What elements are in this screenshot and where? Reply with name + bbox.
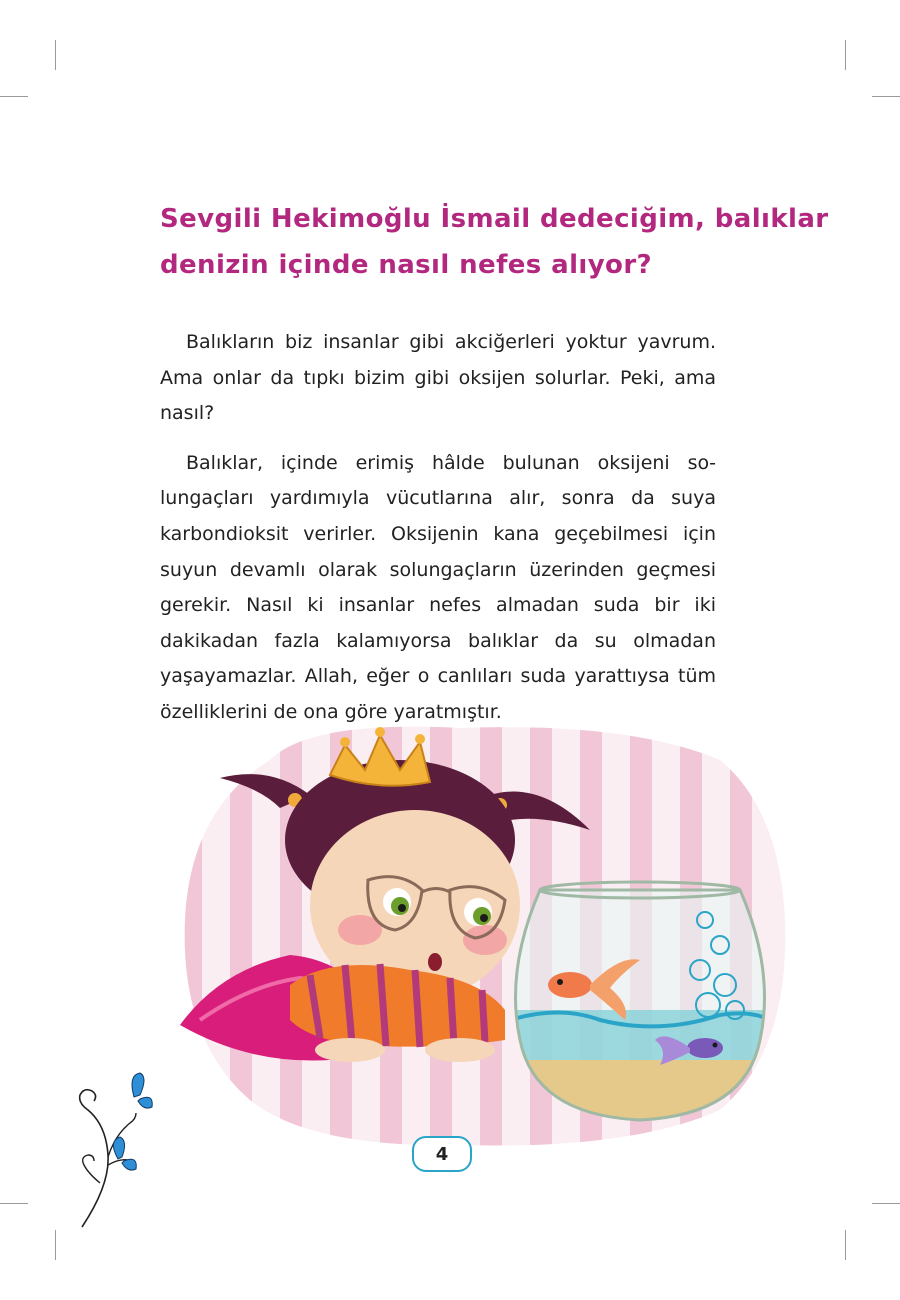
swirl-ornament [70, 1065, 165, 1230]
crop-mark [55, 40, 56, 70]
girl-with-fishbowl-illustration [160, 720, 800, 1180]
page-number-badge [412, 1136, 472, 1172]
page-heading [160, 196, 829, 288]
crop-mark [872, 1203, 900, 1204]
butterfly-icon [113, 1137, 136, 1170]
crop-mark [0, 96, 28, 97]
crop-mark [845, 1230, 846, 1260]
butterfly-icon [132, 1073, 152, 1108]
heading-line-2: denizin içinde nasıl nefes alıyor? [160, 250, 653, 280]
crop-mark [55, 1230, 56, 1260]
paragraph-2: Balıklar, içinde erimiş hâlde bulunan oksijeni solungaçları yardımıyla vücutlarına alır, sonra da suya karbondioksit verirler. Oksijenin kana geçebilmesi için suyun devamlı olarak solungaçların üzerinden geçmesi gerekir. Nasıl ki insanlar nefes almadan suda bir iki dakikadan fazla kalamıyorsa balıklar da su olmadan yaşayamazlar. Allah, eğer o canlıları suda yarattıysa tüm özelliklerini de ona göre yaratmıştır. [160, 451, 716, 723]
paragraph-1: Balıkların biz insanlar gibi akciğerleri yoktur yavrum. Ama onlar da tıpkı bizim gibi oksijen solurlar. Peki, ama nasıl? [160, 331, 716, 425]
crop-mark [845, 40, 846, 70]
heading-line-1: Sevgili Hekimoğlu İsmail dedeciğim, balıklar [160, 204, 829, 234]
page-number: 4 [435, 1143, 449, 1165]
body-text [160, 325, 716, 745]
crop-mark [872, 96, 900, 97]
crop-mark [0, 1203, 28, 1204]
